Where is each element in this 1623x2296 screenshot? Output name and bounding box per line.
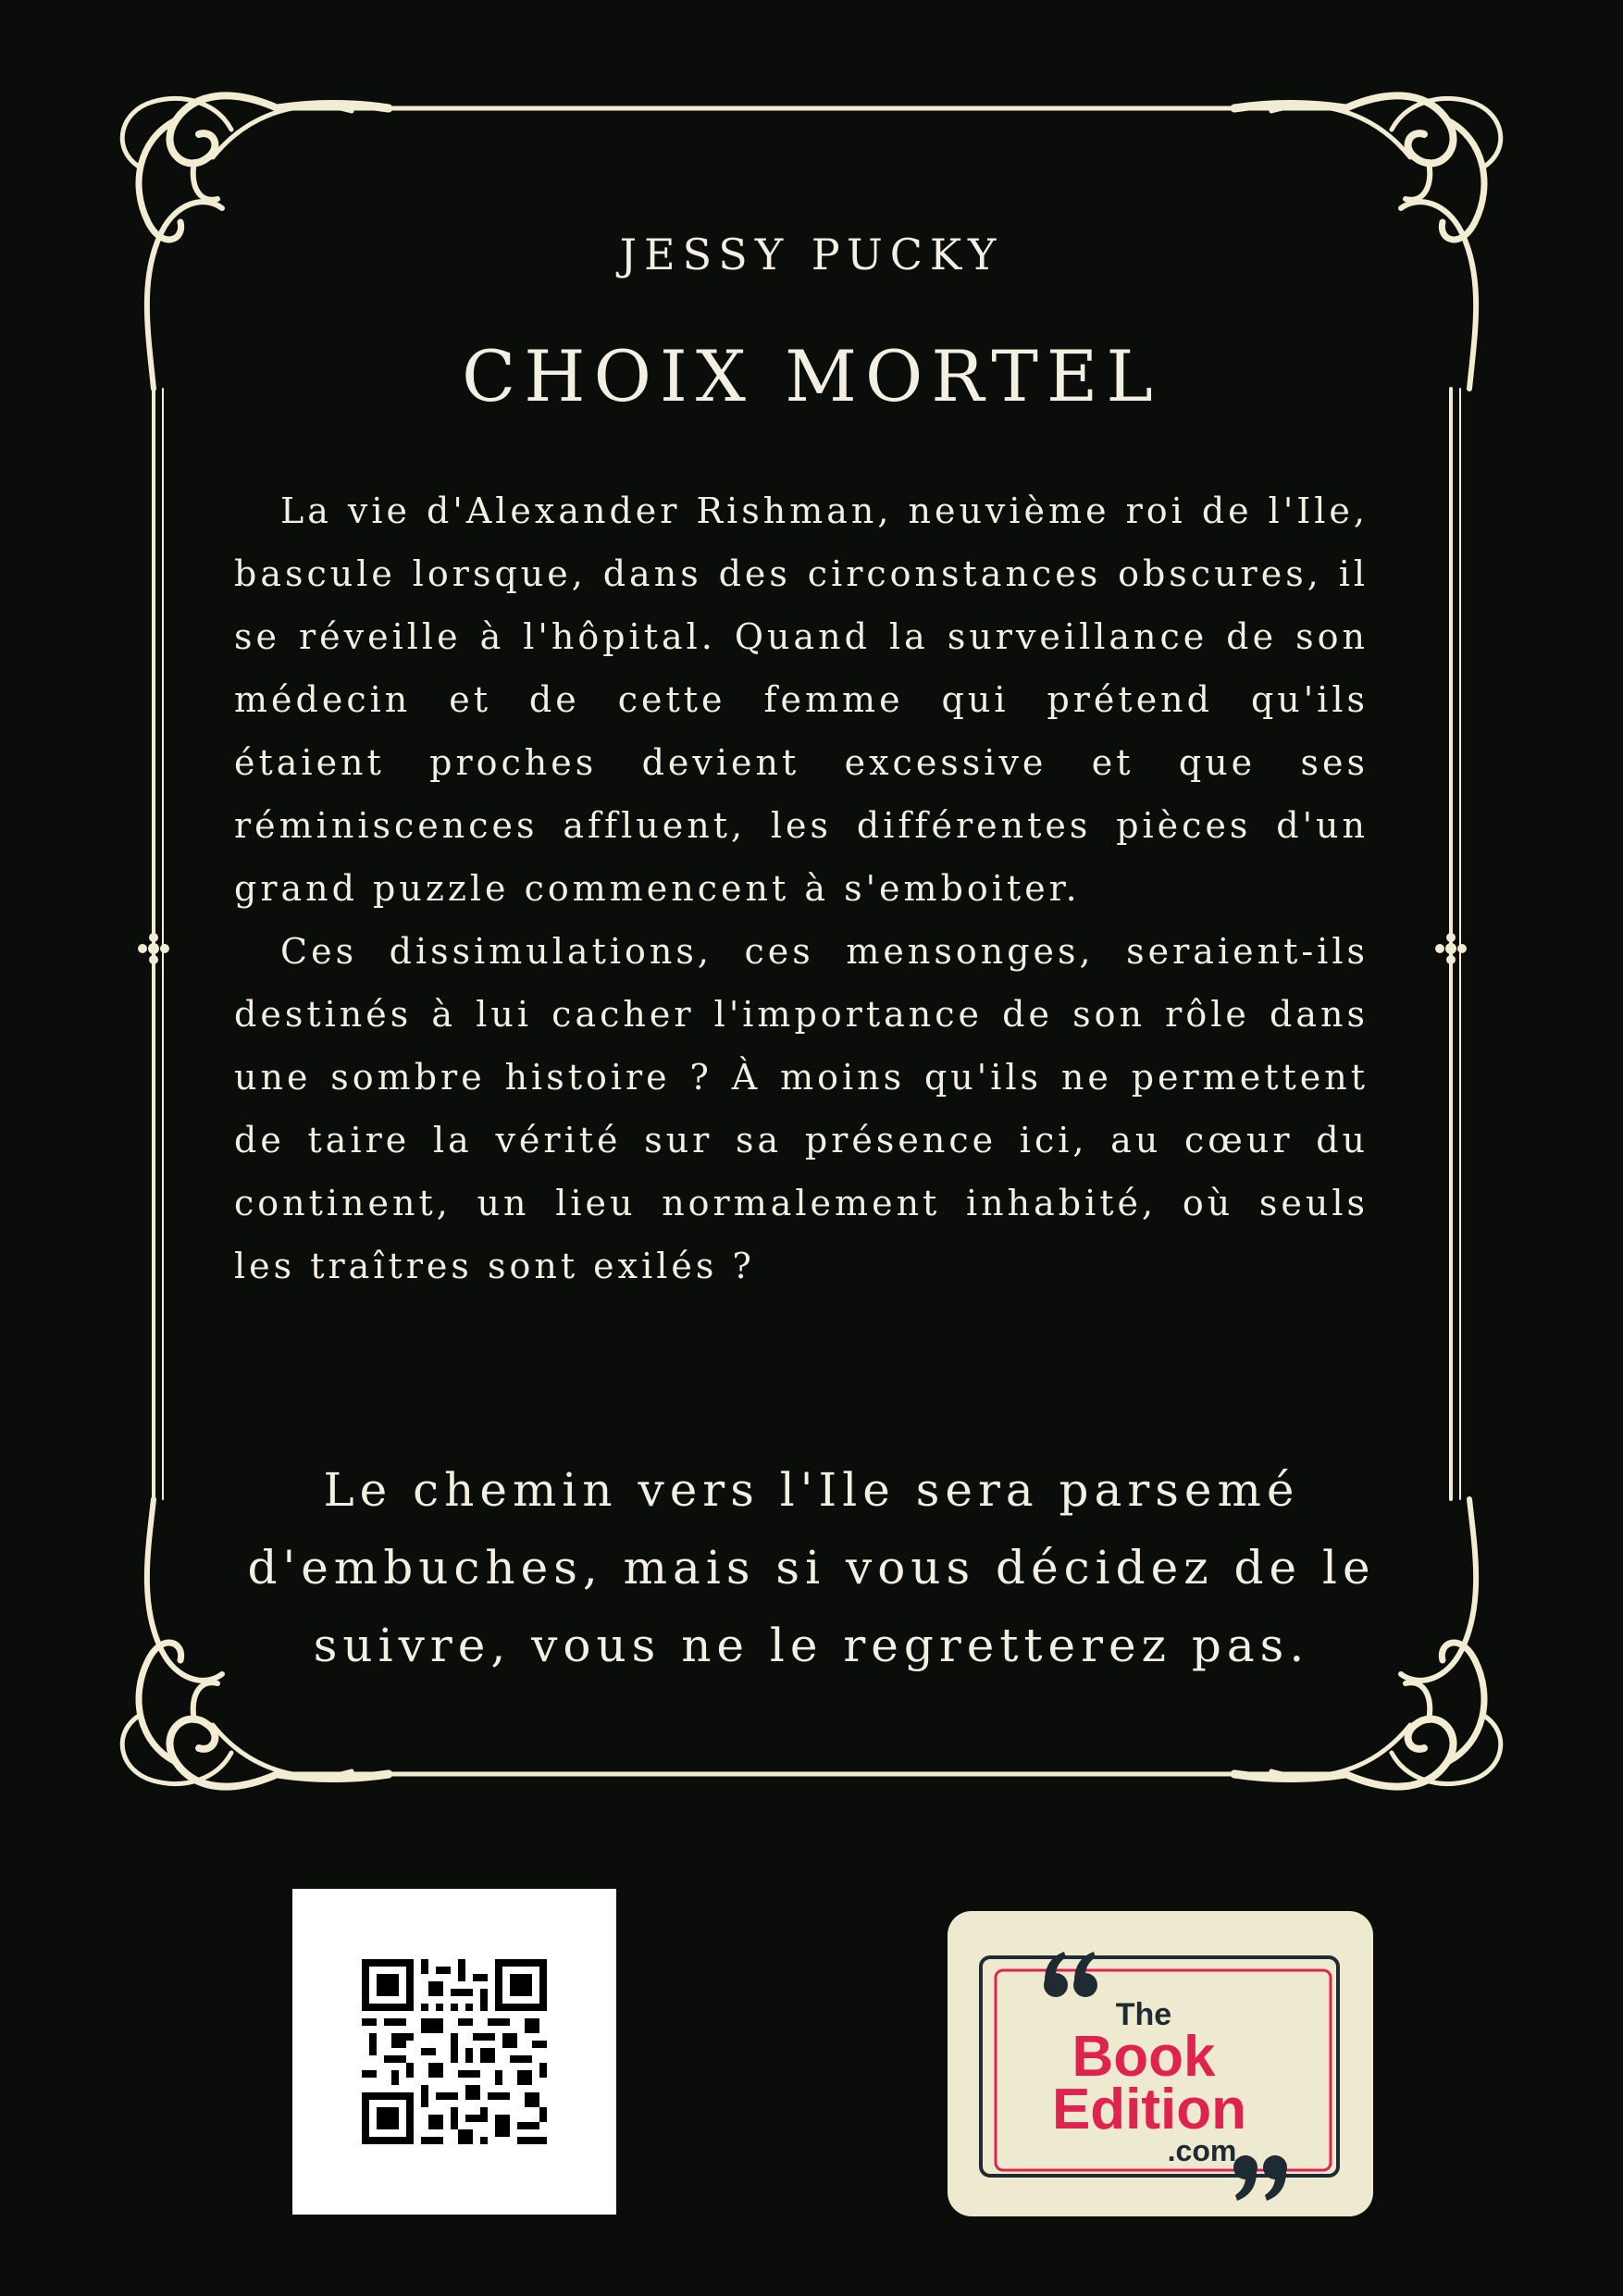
fleuron-icon	[138, 933, 169, 964]
tagline-line: Le chemin vers l'Ile sera parsemé	[323, 1463, 1300, 1517]
logo-text-book: Book	[1072, 2025, 1216, 2089]
publisher-logo	[948, 1911, 1373, 2216]
summary-paragraph: La vie d'Alexander Rishman, neuvième roi de l'Ile, bascule lorsque, dans des circonstances obscures, il se réveille à l'hôpital. Quand la surveillance de son médecin et de cette femme qui prétend qu'ils étaient proches devient excessive et que ses réminiscences affluent, les différentes pièces d'un grand puzzle commencent à s'emboiter.	[234, 490, 1369, 909]
tagline-line: d'embuches, mais si vous décidez de le	[247, 1541, 1376, 1595]
qr-code-icon	[362, 1959, 547, 2144]
tagline-line: suivre, vous ne le regretterez pas.	[313, 1619, 1310, 1672]
back-cover-summary	[234, 479, 1369, 1297]
qr-code	[292, 1889, 616, 2215]
author-name: JESSY PUCKY	[619, 230, 1004, 279]
logo-text-edition: Edition	[1051, 2078, 1247, 2141]
logo-text-the: The	[1115, 1997, 1172, 2032]
tagline	[222, 1451, 1401, 1684]
fleuron-icon	[1435, 933, 1467, 964]
summary-paragraph: Ces dissimulations, ces mensonges, seraient-ils destinés à lui cacher l'importance de son rôle dans une sombre histoire ? À moins qu'ils ne permettent de taire la vérité sur sa présence ici, au cœur du continent, un lieu normalement inhabité, où seuls les traîtres sont exilés ?	[234, 931, 1369, 1286]
book-title: CHOIX MORTEL	[462, 335, 1161, 417]
logo-text-com: .com	[1167, 2134, 1237, 2167]
